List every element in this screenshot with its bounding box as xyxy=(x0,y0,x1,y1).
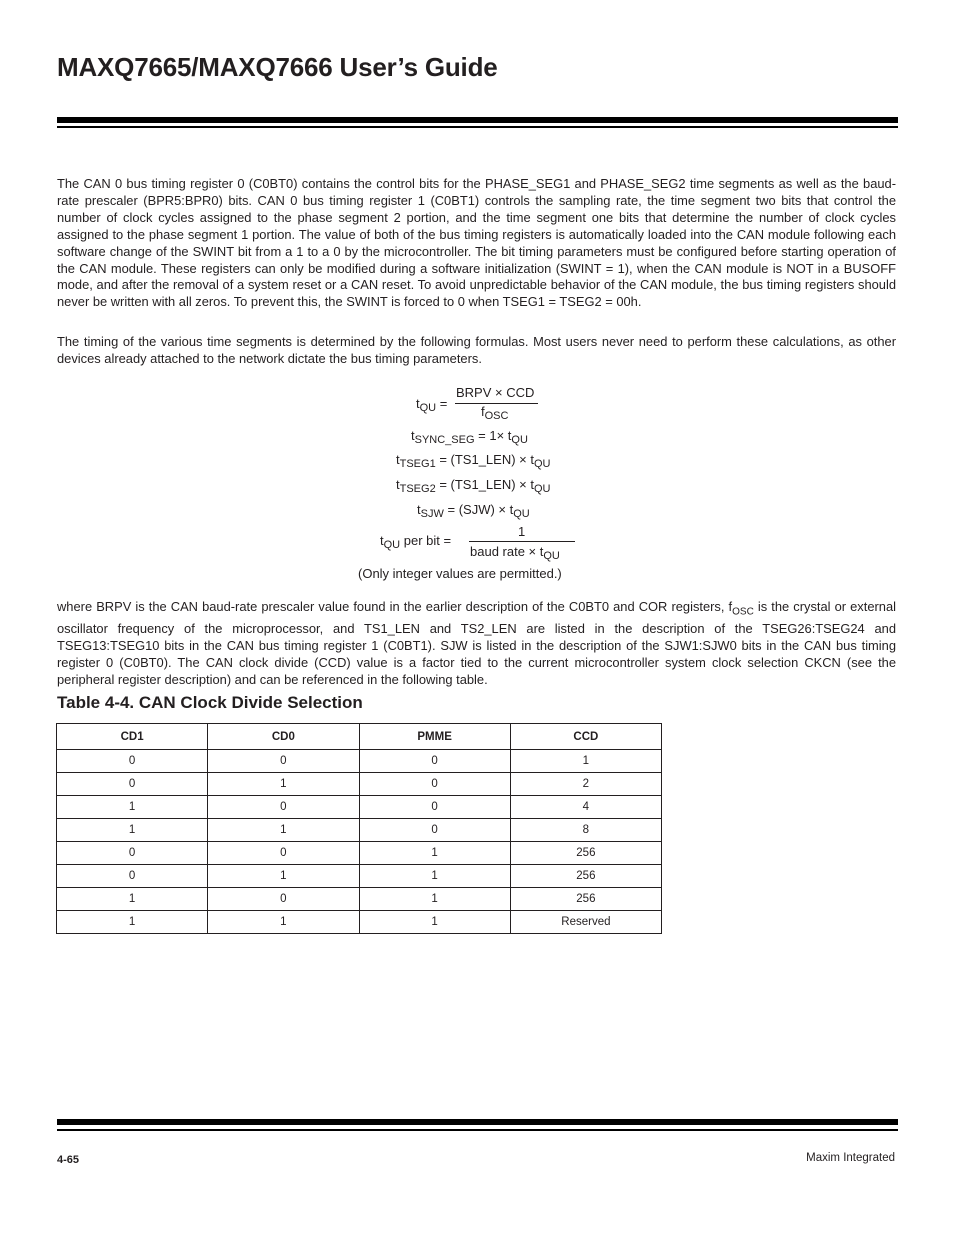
cell-ccd: 2 xyxy=(510,773,661,796)
header-pmme: PMME xyxy=(359,724,510,750)
table-title: Table 4-4. CAN Clock Divide Selection xyxy=(57,693,363,712)
formula-tseg1: $t_{TSEG1}$ = (TS1_LEN) × $t_{QU}$ xyxy=(396,452,551,470)
cell-ccd: 256 xyxy=(510,865,661,888)
header-rule-thick xyxy=(57,117,898,123)
table-row xyxy=(57,842,662,865)
cell-cd0: 0 xyxy=(208,888,359,911)
formula-tqu-denominator: $f_{OSC}$ xyxy=(481,404,509,422)
formula-sjw: $t_{SJW} = (SJW) \times t_{QU}$ xyxy=(417,502,530,520)
header-ccd: CCD xyxy=(510,724,661,750)
table-row xyxy=(57,911,662,934)
paragraph-bus-timing: The CAN 0 bus timing register 0 (C0BT0) contains the control bits for the PHASE_SEG1 and PHASE_SEG2 time segments as well as the baud-rate prescaler (BPR5:BPR0) bits. CAN 0 bus timing register 1 (C0BT1) controls the sampling rate, the time segment two bits that control the number of clock cycles assigned to the phase segment 2 portion, and the time segment one bits that determine the number of clock cycles assigned to the phase segment 1 portion. The value of both of the bus timing registers is automatically loaded into the CAN module following each software change of the SWINT bit from a 1 to a 0 by the microcontroller. The bit timing parameters must be configured before starting operation of the CAN module. These registers can only be modified during a software initialization (SWINT = 1), when the CAN module is NOT in a BUSOFF mode, and after the removal of a system reset or a CAN reset. To avoid unpredictable behavior of the CAN module, the bus timing registers should never be written with all zeros. To prevent this, the SWINT is forced to 0 when TSEG1 = TSEG2 = 00h. xyxy=(57,176,896,310)
paragraph-timing-formulas-intro: The timing of the various time segments is determined by the following formulas. Most users never need to perform these calculations, as other devices already attached to the network dictate the bus timing parameters. xyxy=(57,334,896,366)
formula-per-bit-denominator: baud rate × $t_{QU}$ xyxy=(470,544,560,562)
header-cd1: CD1 xyxy=(57,724,208,750)
page-number: 4-65 xyxy=(57,1154,80,1166)
formula-tqu-numerator: BRPV × CCD xyxy=(456,385,535,400)
table-row xyxy=(57,888,662,911)
cell-cd0: 1 xyxy=(208,865,359,888)
cell-ccd: 256 xyxy=(510,842,661,865)
cell-pmme: 1 xyxy=(359,911,510,934)
cell-cd0: 1 xyxy=(208,911,359,934)
formula-tqu-lhs: $t_{QU}$ = xyxy=(416,396,448,414)
footer-rule-thick xyxy=(57,1119,898,1125)
formula-note: (Only integer values are permitted.) xyxy=(358,566,562,581)
cell-ccd: 1 xyxy=(510,750,661,773)
cell-cd1: 1 xyxy=(57,911,208,934)
cell-cd1: 0 xyxy=(57,842,208,865)
formula-tseg2: $t_{TSEG2}$ = (TS1_LEN) × $t_{QU}$ xyxy=(396,477,551,495)
cell-ccd: Reserved xyxy=(510,911,661,934)
cell-pmme: 0 xyxy=(359,796,510,819)
can-clock-divide-table xyxy=(56,723,662,934)
cell-cd0: 0 xyxy=(208,750,359,773)
table-row xyxy=(57,750,662,773)
table-row xyxy=(57,773,662,796)
cell-cd1: 0 xyxy=(57,773,208,796)
header-rule-thin xyxy=(57,126,898,128)
cell-ccd: 256 xyxy=(510,888,661,911)
table-row xyxy=(57,819,662,842)
formula-sync-seg: $t_{SYNC\_SEG} = 1\times t_{QU}$ xyxy=(411,428,528,446)
table-row xyxy=(57,796,662,819)
cell-cd1: 0 xyxy=(57,750,208,773)
cell-cd0: 0 xyxy=(208,796,359,819)
cell-cd1: 1 xyxy=(57,796,208,819)
cell-cd1: 0 xyxy=(57,865,208,888)
formula-per-bit-lhs: $t_{QU}$ per bit = xyxy=(380,533,452,551)
cell-cd0: 1 xyxy=(208,819,359,842)
cell-pmme: 1 xyxy=(359,888,510,911)
timing-formulas xyxy=(300,382,660,587)
company-name: Maxim Integrated xyxy=(806,1152,895,1164)
footer-rule-thin xyxy=(57,1129,898,1131)
formula-per-bit-fraction-bar xyxy=(469,541,575,542)
paragraph-brpv-description: where BRPV is the CAN baud-rate prescaler value found in the earlier description of the C0BT0 and COR registers, $f_{OSC}$ is the crystal or external oscillator frequency of the microprocessor, and TS1_LEN and TS2_LEN are listed in the description of the TSEG26:TSEG24 and TSEG13:TSEG10 bits in the CAN bus timing register 1 (C0BT1). SJW is listed in the description of the SJW1:SJW0 bits in the CAN bus timing register 0 (C0BT0). The CAN clock divide (CCD) value is a factor tied to the current microcontroller system clock selection CKCN (see the peripheral register description) and can be referenced in the following table. xyxy=(57,599,896,688)
header-cd0: CD0 xyxy=(208,724,359,750)
cell-cd1: 1 xyxy=(57,819,208,842)
cell-pmme: 0 xyxy=(359,750,510,773)
formula-per-bit-numerator: 1 xyxy=(518,524,526,539)
cell-ccd: 4 xyxy=(510,796,661,819)
page-title: MAXQ7665/MAXQ7666 User’s Guide xyxy=(57,52,498,82)
cell-cd0: 1 xyxy=(208,773,359,796)
cell-pmme: 0 xyxy=(359,773,510,796)
table-header-row xyxy=(57,724,662,750)
table-row xyxy=(57,865,662,888)
cell-pmme: 1 xyxy=(359,842,510,865)
cell-pmme: 0 xyxy=(359,819,510,842)
cell-cd1: 1 xyxy=(57,888,208,911)
cell-cd0: 0 xyxy=(208,842,359,865)
cell-ccd: 8 xyxy=(510,819,661,842)
cell-pmme: 1 xyxy=(359,865,510,888)
